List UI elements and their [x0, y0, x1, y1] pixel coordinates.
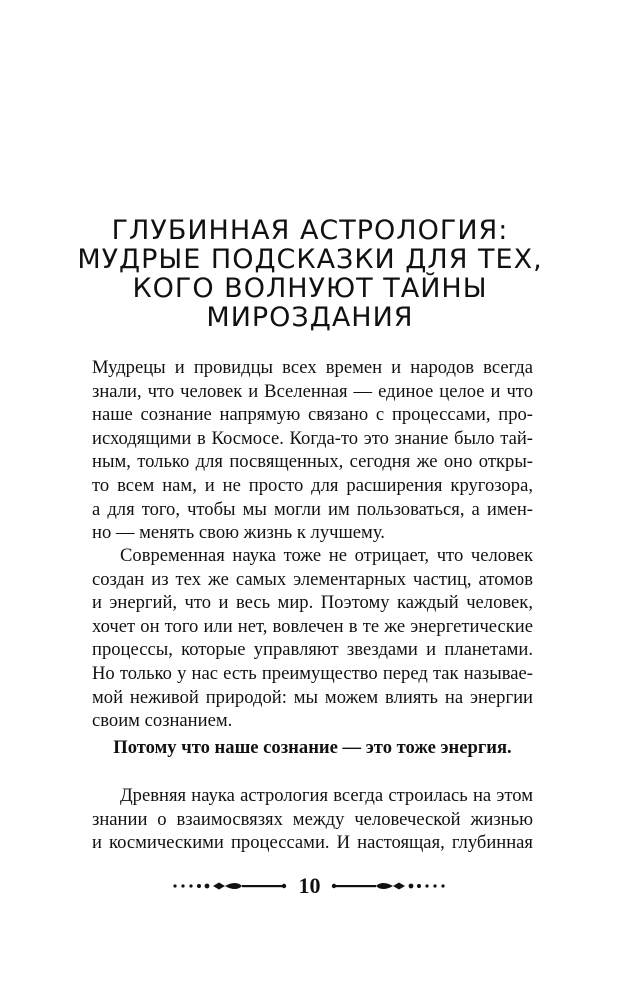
text-line: и энергий, что и весь мир. Поэтому каждый человек, — [92, 592, 533, 614]
text-line: мой неживой природой: мы можем влиять на энергии — [92, 686, 533, 708]
text-line: знании о взаимосвязях между человеческой жизнью — [92, 808, 533, 830]
page-number: 10 — [298, 873, 321, 898]
paragraph-3 — [92, 784, 533, 855]
text-line: создан из тех же самых элементарных частиц, атомов — [92, 568, 533, 590]
text-line: знали, что человек и Вселенная — единое целое и что — [92, 380, 533, 402]
title-line: МИРОЗДАНИЯ — [206, 302, 414, 333]
dotted-flourish-icon — [330, 876, 446, 896]
title-line: КОГО ВОЛНУЮТ ТАЙНЫ — [132, 273, 488, 304]
paragraph-2 — [92, 544, 533, 733]
text-line: процессы, которые управляют звездами и планетами. — [92, 639, 533, 661]
text-line: наше сознание напрямую связано с процессами, про- — [92, 404, 533, 426]
text-line: Современная наука тоже не отрицает, что человек — [120, 545, 533, 566]
text-line: то всем нам, и не просто для расширения кругозора, — [92, 474, 533, 496]
text-line: хочет он того или нет, вовлечен в те же энергетические — [92, 615, 533, 637]
text-line: своим сознанием. — [92, 710, 233, 732]
title-line: ГЛУБИННАЯ АСТРОЛОГИЯ: — [111, 215, 509, 246]
text-line: а для того, чтобы мы могли им пользоваться, а имен- — [92, 498, 533, 520]
chapter-title — [60, 216, 560, 332]
paragraph-1 — [92, 356, 533, 545]
text-line: Но только у нас есть преимущество перед так называе- — [92, 662, 533, 684]
page-footer — [0, 872, 619, 902]
title-line: МУДРЫЕ ПОДСКАЗКИ ДЛЯ ТЕХ, — [77, 244, 543, 275]
text-line: ным, только для посвященных, сегодня же оно откры- — [92, 451, 533, 473]
emphasis-line: Потому что наше сознание — это тоже энергия. — [113, 737, 512, 758]
text-line: и космическими процессами. И настоящая, глубинная — [92, 832, 533, 854]
text-line: Древняя наука астрология всегда строилась на этом — [120, 785, 533, 806]
text-line: но — менять свою жизнь к лучшему. — [92, 522, 385, 544]
text-line: исходящими в Космосе. Когда-то это знание было тай- — [92, 427, 533, 449]
text-line: Мудрецы и провидцы всех времен и народов всегда — [92, 357, 533, 378]
